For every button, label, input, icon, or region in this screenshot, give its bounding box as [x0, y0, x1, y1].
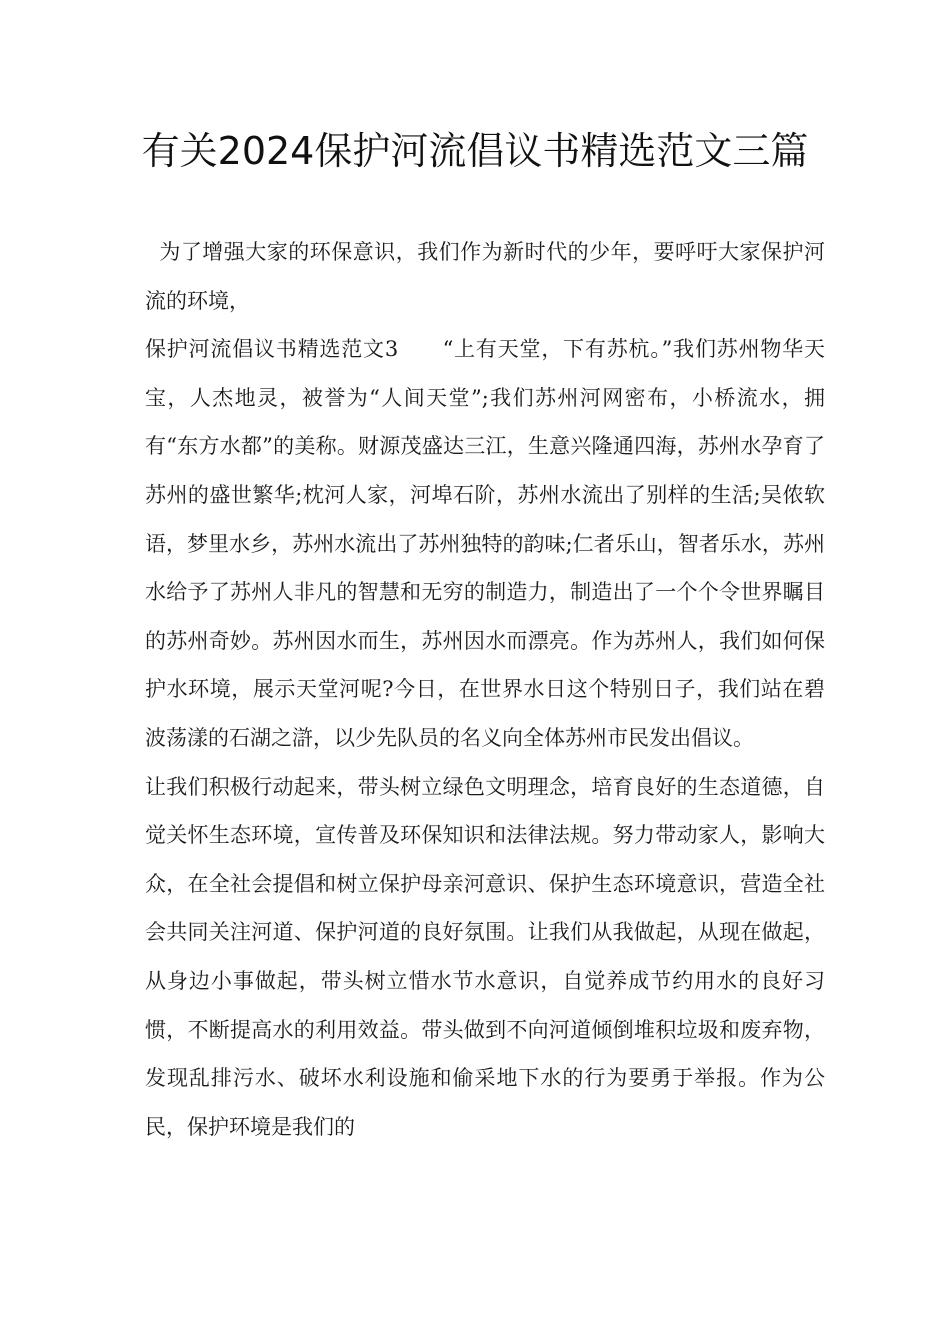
- document-title: 有关2024保护河流倡议书精选范文三篇: [141, 129, 809, 173]
- paragraph-intro: 为了增强大家的环保意识，我们作为新时代的少年，要呼吁大家保护河流的环境，: [145, 240, 825, 313]
- document-body: [145, 228, 825, 1151]
- paragraph-sample-3: 保护河流倡议书精选范文3 “上有天堂，下有苏杭。”我们苏州物华天宝，人杰地灵，被誉为“人间天堂”;我们苏州河网密布，小桥流水，拥有“东方水都”的美称。财源茂盛达三江，生意兴隆通四海，苏州水孕育了苏州的盛世繁华;枕河人家，河埠石阶，苏州水流出了别样的生活;吴侬软语，梦里水乡，苏州水流出了苏州独特的韵味;仁者乐山，智者乐水，苏州水给予了苏州人非凡的智慧和无穷的制造力，制造出了一个个令世界瞩目的苏州奇妙。苏州因水而生，苏州因水而漂亮。作为苏州人，我们如何保护水环境，展示天堂河呢?今日，在世界水日这个特别日子，我们站在碧波荡漾的石湖之滸，以少先队员的名义向全体苏州市民发出倡议。: [145, 337, 825, 750]
- paragraph-action: 让我们积极行动起来，带头树立绿色文明理念，培育良好的生态道德，自觉关怀生态环境，宣传普及环保知识和法律法规。努力带动家人，影响大众，在全社会提倡和树立保护母亲河意识、保护生态环境意识，营造全社会共同关注河道、保护河道的良好氛围。让我们从我做起，从现在做起，从身边小事做起，带头树立惜水节水意识，自觉养成节约用水的良好习惯，不断提高水的利用效益。带头做到不向河道倾倒堆积垃圾和废弃物，发现乱排污水、破坏水利设施和偷采地下水的行为要勇于举报。作为公民，保护环境是我们的: [145, 774, 825, 1139]
